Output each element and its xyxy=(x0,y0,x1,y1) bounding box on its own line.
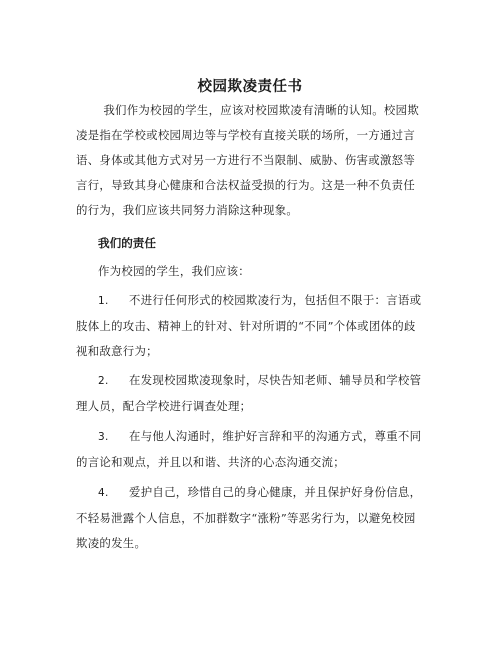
item-text: 在发现校园欺凌现象时，尽快告知老师、辅导员和学校管理人员，配合学校进行调查处理； xyxy=(76,373,422,413)
section-heading: 我们的责任 xyxy=(98,236,156,250)
item-number: 2. xyxy=(98,375,109,387)
intro-paragraph: 我们作为校园的学生，应该对校园欺凌有清晰的认知。校园欺凌是指在学校或校园周边等与学校有直接关联的场所，一方通过言语、身体或其他方式对另一方进行不当限制、威胁、伤害或激怒等言行，导致其身心健康和合法权益受损的行为。这是一种不负责任的行为，我们应该共同努力消除这种现象。 xyxy=(76,103,420,217)
lead-sentence: 作为校园的学生，我们应该： xyxy=(98,264,250,278)
document-title: 校园欺凌责任书 xyxy=(197,79,303,95)
responsibility-item-2 xyxy=(76,368,426,419)
responsibility-item-3 xyxy=(76,424,426,475)
responsibility-item-1 xyxy=(76,288,426,364)
item-number: 1. xyxy=(98,295,109,307)
item-number: 3. xyxy=(98,431,109,443)
responsibility-item-4 xyxy=(76,480,426,556)
item-text: 不进行任何形式的校园欺凌行为，包括但不限于：言语或肢体上的攻击、精神上的针对、针对所谓的“不同”个体或团体的歧视和敌意行为； xyxy=(76,293,422,358)
item-text: 爱护自己，珍惜自己的身心健康，并且保护好身份信息，不轻易泄露个人信息，不加群数字“涨粉”等恶劣行为，以避免校园欺凌的发生。 xyxy=(76,485,422,550)
item-text: 在与他人沟通时，维护好言辞和平的沟通方式，尊重不同的言论和观点，并且以和谐、共济的心态沟通交流； xyxy=(76,429,422,469)
item-number: 4. xyxy=(98,487,109,499)
